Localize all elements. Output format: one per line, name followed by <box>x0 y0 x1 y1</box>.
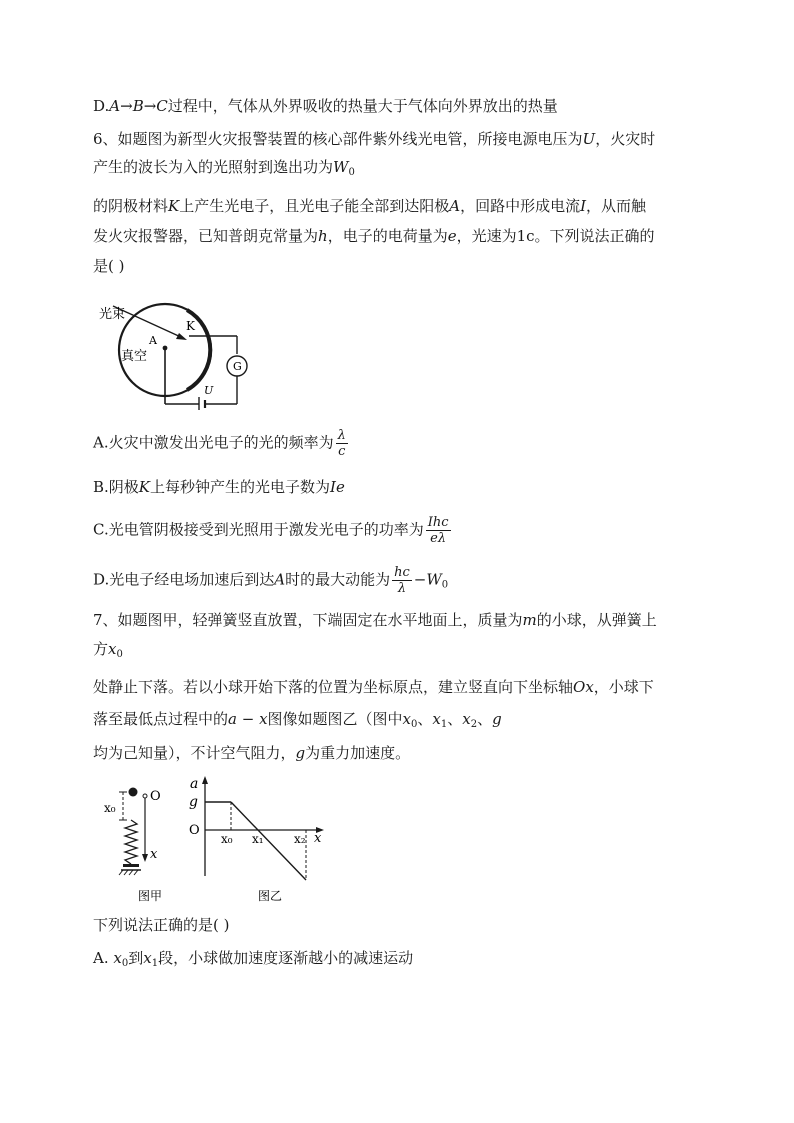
light-beam-arrowhead <box>176 333 187 340</box>
spring-x-label: x <box>150 847 158 862</box>
spring-base <box>123 864 139 867</box>
graph-a-arrowhead <box>202 776 208 784</box>
anode-label: A <box>149 334 157 347</box>
figure-a-spring <box>104 788 161 876</box>
q7-stem-line1: 7、如题图甲，轻弹簧竖直放置，下端固定在水平地面上，质量为m的小球，从弹簧上 <box>93 611 657 629</box>
graph-g-label: g <box>189 794 198 810</box>
prev-option-d: D.A→B→C过程中，气体从外界吸收的热量大于气体向外界放出的热量 <box>93 97 558 115</box>
q6-stem-line4: 发火灾报警器，已知普朗克常量为h，电子的电荷量为e，光速为1c。下列说法正确的 <box>93 227 655 245</box>
q7-option-a: A. $x_0$到$x_1$段，小球做加速度逐渐越小的减速运动 <box>93 949 414 969</box>
q6-option-a: A.火灾中激发出光电子的光的频率为 $\frac{\lambda}{c}$ <box>93 428 346 459</box>
phototube-figure <box>95 298 270 410</box>
cathode-label: K <box>186 319 195 333</box>
q6-option-d: D.光电子经电场加速后到达A时的最大动能为 $\frac{hc}{\lambda}$ $-W_0$ <box>93 565 449 596</box>
q7-ask: 下列说法正确的是( ) <box>93 916 230 934</box>
q6-option-b: B.阴极K上每秒钟产生的光电子数为Ie <box>93 478 345 496</box>
q6-option-c: C.光电管阴极接受到光照用于激发光电子的功率为 $\frac{\text{Ihc}}{e\lambda}$ <box>93 515 449 546</box>
ground-hatch-3 <box>129 870 133 875</box>
graph-x-label: x <box>314 831 322 846</box>
figure-b-graph <box>189 776 324 880</box>
spring-graph-figure <box>95 772 335 906</box>
ground-hatch-2 <box>124 870 128 875</box>
x-axis-arrowhead <box>142 854 148 862</box>
q7-stem-line2: 方$x_0$ <box>93 640 123 660</box>
q6-stem-line5: 是( ) <box>93 257 125 275</box>
beam-label: 光束 <box>99 307 126 322</box>
graph-x1-label: x₁ <box>252 832 264 846</box>
meter-label: G <box>233 360 242 373</box>
q6-stem-line3: 的阴极材料K上产生光电子，且光电子能全部到达阳极A，回路中形成电流I，从而触 <box>93 197 647 215</box>
q7-stem-line3: 处静止下落。若以小球开始下落的位置为坐标原点，建立竖直向下坐标轴Ox，小球下 <box>93 678 654 696</box>
ball <box>129 788 138 797</box>
vacuum-label: 真空 <box>121 349 148 364</box>
graph-x0-label: x₀ <box>221 832 233 846</box>
spring-O-label: O <box>150 789 161 804</box>
q7-stem-line5: 均为己知量），不计空气阻力，g为重力加速度。 <box>93 744 411 762</box>
ground-hatch-1 <box>119 870 123 875</box>
graph-O-label: O <box>189 823 200 838</box>
graph-x2-label: x₂ <box>294 832 306 846</box>
caption-figure-a: 图甲 <box>138 889 163 903</box>
q7-stem-line4: 落至最低点过程中的a − x图像如题图乙（图中$x_0$、$x_1$、$x_2$、g <box>93 710 502 730</box>
anode-dot <box>163 346 168 351</box>
power-fraction: $\frac{\text{Ihc}}{e\lambda}$ <box>427 515 449 546</box>
source-label: U <box>204 384 214 397</box>
spring-coil <box>125 820 137 864</box>
ground-hatch-4 <box>134 870 138 875</box>
q6-stem-line2: 产生的波长为入的光照射到逸出功为$W_0$ <box>93 158 355 178</box>
spring-x0-label: x₀ <box>104 801 116 815</box>
q6-stem-line1: 6、如题图为新型火灾报警装置的核心部件紫外线光电管，所接电源电压为U，火灾时 <box>93 130 656 148</box>
graph-a-label: a <box>190 776 199 792</box>
origin-marker <box>143 794 147 798</box>
energy-fraction: $\frac{hc}{\lambda}$ <box>394 565 410 596</box>
caption-figure-b: 图乙 <box>258 889 283 903</box>
freq-fraction: $\frac{\lambda}{c}$ <box>337 428 346 459</box>
